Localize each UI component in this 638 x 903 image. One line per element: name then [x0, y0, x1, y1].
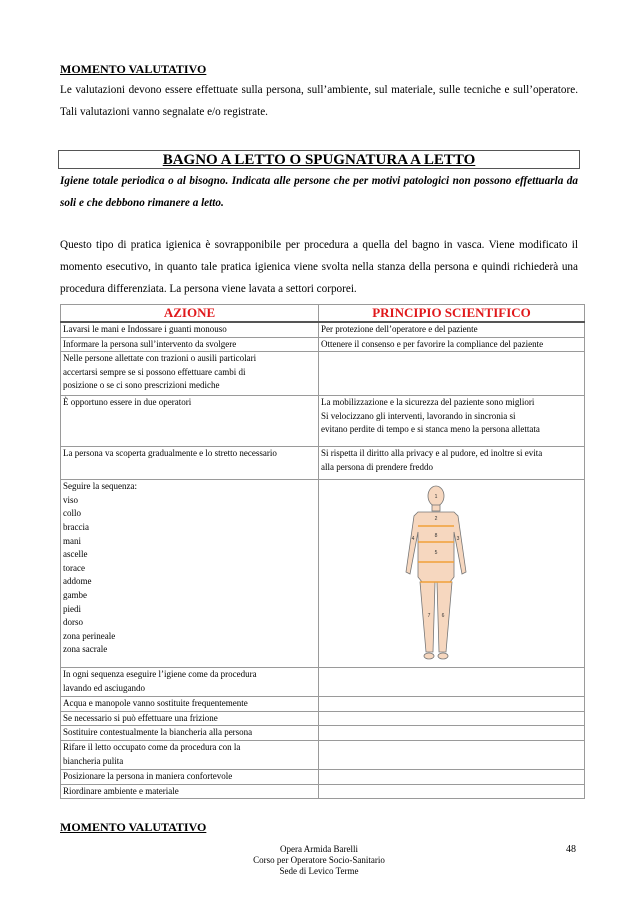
action-cell	[61, 697, 319, 712]
footer-line-2: Corso per Operatore Socio-Sanitario	[253, 855, 385, 865]
action-line: Nelle persone allettate con trazioni o ausili particolari	[63, 353, 257, 364]
action-cell	[61, 769, 319, 784]
action-line: Riordinare ambiente e materiale	[63, 785, 179, 796]
heading-momento-valutativo: MOMENTO VALUTATIVO	[60, 62, 207, 76]
footer	[0, 844, 638, 877]
action-cell	[61, 352, 319, 396]
action-line: biancheria pulita	[63, 755, 124, 766]
principle-cell	[319, 668, 585, 697]
footer-line-1: Opera Armida Barelli	[280, 844, 358, 854]
principle-cell	[319, 769, 585, 784]
action-cell	[61, 337, 319, 352]
table-body	[61, 322, 585, 799]
table-row	[61, 352, 585, 396]
description-paragraph: Questo tipo di pratica igienica è sovrapponibile per procedura a quella del bagno in vasca. Viene modificato il momento esecutivo, in quanto tale pratica igienica viene svolta nella stanza della persona e quindi richiederà una procedura differenziata. La persona viene lavata a settori corporei.	[60, 239, 578, 295]
action-line: In ogni sequenza eseguire l’igiene come da procedura	[63, 669, 257, 680]
principle-line: Ottenere il consenso e per favorire la compliance del paziente	[321, 338, 544, 349]
action-line: ascelle	[63, 549, 88, 560]
action-line: Rifare il letto occupato come da procedura con la	[63, 741, 241, 752]
action-line: Acqua e manopole vanno sostituite frequentemente	[63, 698, 248, 709]
action-line: posizione o se ci sono prescrizioni mediche	[63, 380, 220, 391]
principle-cell	[319, 447, 585, 480]
action-line: collo	[63, 508, 81, 519]
figure-label-4: 4	[411, 536, 415, 543]
page-number: 48	[566, 844, 576, 855]
figure-label-7: 7	[427, 613, 431, 620]
action-cell	[61, 711, 319, 726]
header-azione: AZIONE	[61, 305, 319, 323]
action-line: braccia	[63, 521, 89, 532]
table-row	[61, 769, 585, 784]
table-row	[61, 396, 585, 447]
indication-paragraph: Igiene totale periodica o al bisogno. Indicata alle persone che per motivi patologici non possono effettuarla da soli e che debbono rimanere a letto.	[60, 175, 578, 209]
principle-line: alla persona di prendere freddo	[321, 461, 433, 472]
section-title: BAGNO A LETTO O SPUGNATURA A LETTO	[58, 150, 580, 169]
principle-line: evitano perdite di tempo e si stanca meno la persona allettata	[321, 424, 540, 435]
header-principio: PRINCIPIO SCIENTIFICO	[319, 305, 585, 323]
figure-label-2: 2	[434, 516, 438, 523]
table-row	[61, 668, 585, 697]
principle-line: Si rispetta il diritto alla privacy e al pudore, ed inoltre si evita	[321, 448, 543, 459]
action-line: Sostituire contestualmente la biancheria alla persona	[63, 727, 253, 738]
action-cell	[61, 480, 319, 668]
principle-line: La mobilizzazione e la sicurezza del paziente sono migliori	[321, 397, 535, 408]
action-cell	[61, 322, 319, 337]
figure-label-1: 1	[434, 494, 438, 501]
action-line: zona sacrale	[63, 644, 108, 655]
action-line: mani	[63, 535, 81, 546]
action-cell	[61, 396, 319, 447]
footer-line-3: Sede di Levico Terme	[279, 866, 359, 876]
figure-label-5: 5	[434, 550, 438, 557]
principle-cell	[319, 480, 585, 668]
table-row	[61, 726, 585, 741]
action-line: Se necessario si può effettuare una frizione	[63, 712, 218, 723]
table-row	[61, 480, 585, 668]
action-line: gambe	[63, 589, 87, 600]
table-row	[61, 740, 585, 769]
principle-cell	[319, 352, 585, 396]
principle-cell	[319, 740, 585, 769]
table-header-row	[61, 305, 585, 323]
action-line: torace	[63, 562, 85, 573]
table-row	[61, 697, 585, 712]
body-sectors-figure	[396, 482, 476, 667]
table-row	[61, 337, 585, 352]
action-line: Lavarsi le mani e Indossare i guanti monouso	[63, 324, 227, 334]
action-line: dorso	[63, 617, 83, 628]
action-cell	[61, 784, 319, 799]
action-line: zona perineale	[63, 630, 116, 641]
procedure-table	[60, 304, 585, 799]
action-line: piedi	[63, 603, 81, 614]
action-line: È opportuno essere in due operatori	[63, 397, 192, 408]
action-line: La persona va scoperta gradualmente e lo stretto necessario	[63, 448, 277, 459]
figure-label-6: 6	[441, 613, 445, 620]
table-row	[61, 711, 585, 726]
intro-paragraph: Le valutazioni devono essere effettuate sulla persona, sull’ambiente, sul materiale, sulle tecniche e sull’operatore. Tali valutazioni vanno segnalate e/o registrate.	[60, 84, 578, 118]
action-cell	[61, 447, 319, 480]
principle-cell	[319, 322, 585, 337]
table-row	[61, 447, 585, 480]
figure-label-3: 3	[456, 536, 460, 543]
action-cell	[61, 726, 319, 741]
action-line: lavando ed asciugando	[63, 682, 145, 693]
principle-line: Per protezione dell’operatore e del paziente	[321, 324, 478, 334]
principle-cell	[319, 726, 585, 741]
action-cell	[61, 740, 319, 769]
action-line: Seguire la sequenza:	[63, 481, 137, 492]
action-line: addome	[63, 576, 92, 587]
action-cell	[61, 668, 319, 697]
action-line: viso	[63, 494, 79, 505]
action-line: Posizionare la persona in maniera confortevole	[63, 770, 233, 781]
principle-cell	[319, 337, 585, 352]
heading-momento-valutativo-bottom: MOMENTO VALUTATIVO	[60, 820, 207, 834]
principle-cell	[319, 396, 585, 447]
action-line: Informare la persona sull’intervento da svolgere	[63, 338, 237, 349]
action-line: accertarsi sempre se si possono effettuare cambi di	[63, 366, 246, 377]
principle-cell	[319, 697, 585, 712]
figure-label-8: 8	[434, 533, 438, 540]
principle-cell	[319, 784, 585, 799]
table-row	[61, 322, 585, 337]
table-row	[61, 784, 585, 799]
principle-line: Si velocizzano gli interventi, lavorando in sincronia si	[321, 410, 516, 421]
principle-cell	[319, 711, 585, 726]
